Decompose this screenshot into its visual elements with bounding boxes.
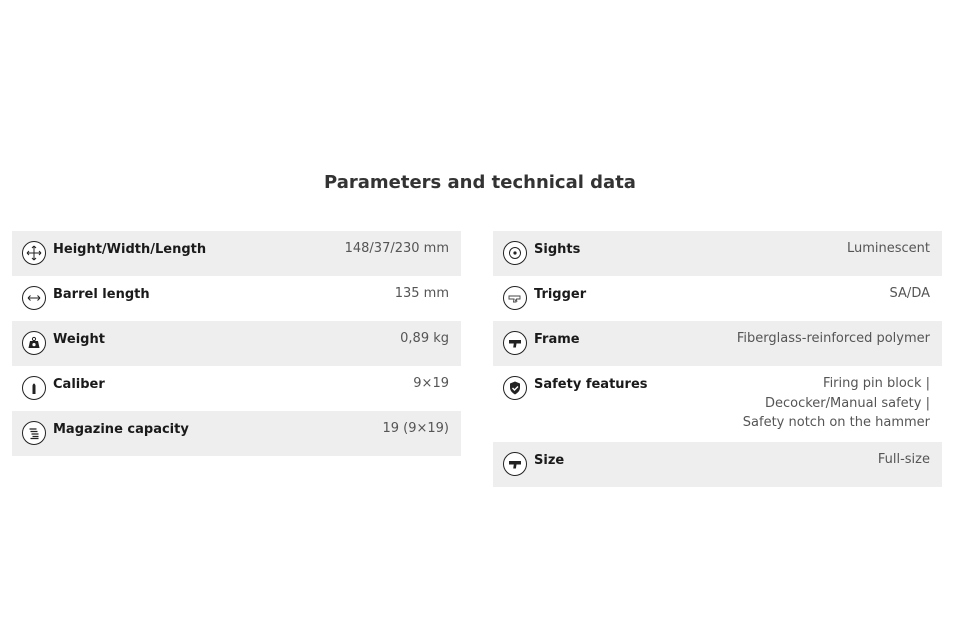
spec-label: Sights bbox=[534, 242, 581, 257]
spec-table-left bbox=[12, 231, 461, 456]
spec-value: Firing pin block | Decocker/Manual safety | Safety notch on the hammer bbox=[742, 376, 930, 430]
target-icon bbox=[503, 241, 527, 265]
cartridge-icon bbox=[22, 376, 46, 400]
spec-value: SA/DA bbox=[889, 286, 930, 301]
spec-value: 19 (9×19) bbox=[382, 421, 449, 436]
spec-value: 9×19 bbox=[413, 376, 449, 391]
spec-label: Trigger bbox=[534, 287, 587, 302]
spec-row-magazine-capacity bbox=[12, 411, 461, 456]
spec-row-size bbox=[493, 442, 942, 487]
spec-value: Luminescent bbox=[846, 241, 930, 256]
spec-row-weight bbox=[12, 321, 461, 366]
spec-row-barrel-length bbox=[12, 276, 461, 321]
spec-label: Magazine capacity bbox=[53, 422, 189, 437]
weight-icon bbox=[22, 331, 46, 355]
pistol-icon bbox=[503, 331, 527, 355]
spec-value: Full-size bbox=[877, 451, 930, 467]
spec-value: 148/37/230 mm bbox=[344, 241, 449, 256]
spec-label: Barrel length bbox=[53, 287, 150, 302]
spec-row-frame bbox=[493, 321, 942, 366]
double-arrow-icon bbox=[22, 286, 46, 310]
spec-value: 0,89 kg bbox=[400, 331, 449, 346]
page-title: Parameters and technical data bbox=[324, 172, 636, 193]
magazine-icon bbox=[22, 421, 46, 445]
spec-label: Frame bbox=[534, 332, 580, 347]
spec-table-right bbox=[493, 231, 942, 487]
spec-label: Safety features bbox=[534, 377, 648, 392]
pistol-icon bbox=[503, 452, 527, 476]
shield-check-icon bbox=[503, 376, 527, 400]
spec-value: 135 mm bbox=[394, 286, 449, 301]
spec-row-trigger bbox=[493, 276, 942, 321]
trigger-icon bbox=[503, 286, 527, 310]
spec-label: Size bbox=[534, 452, 565, 468]
spec-row-sights bbox=[493, 231, 942, 276]
spec-row-caliber bbox=[12, 366, 461, 411]
spec-row-dimensions bbox=[12, 231, 461, 276]
spec-value: Fiberglass-reinforced polymer bbox=[736, 331, 930, 346]
spec-label: Height/Width/Length bbox=[53, 242, 207, 257]
spec-row-safety-features bbox=[493, 366, 942, 442]
move-arrows-icon bbox=[22, 241, 46, 265]
spec-label: Weight bbox=[53, 332, 105, 347]
spec-label: Caliber bbox=[53, 377, 105, 392]
